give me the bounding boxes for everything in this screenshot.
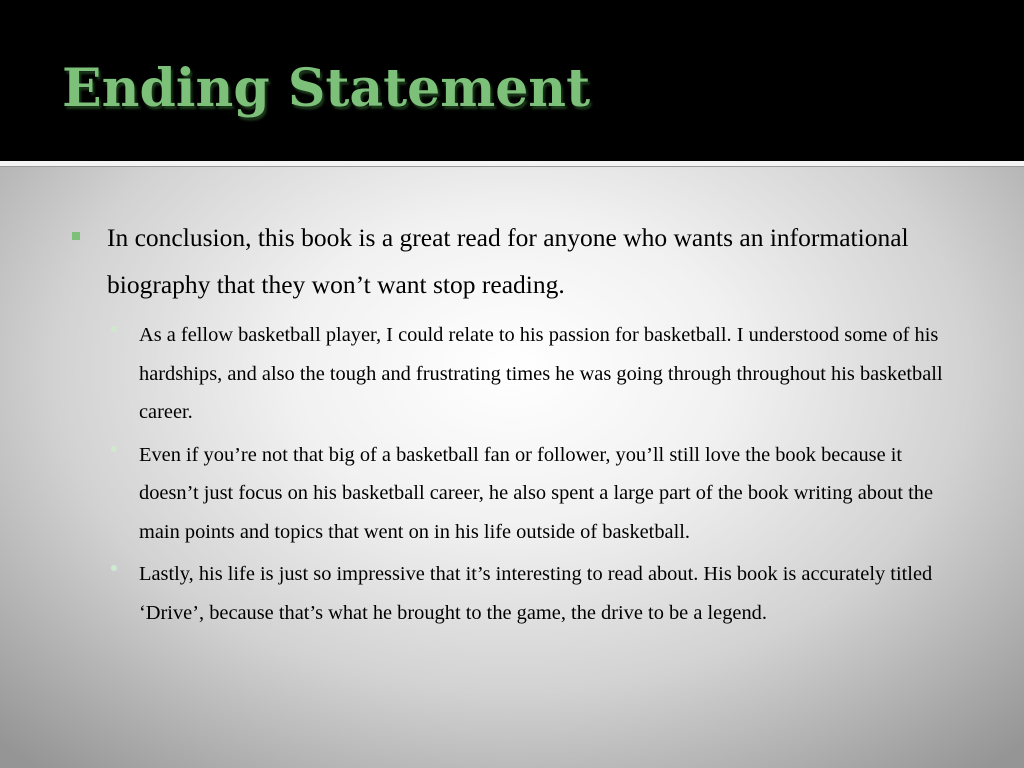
square-bullet-icon [72, 232, 80, 240]
dot-bullet-icon [111, 565, 117, 571]
title-bar [0, 0, 1024, 161]
sub-bullet [110, 555, 960, 632]
main-bullet-text: In conclusion, this book is a great read for anyone who wants an informational biography that they won’t want stop reading. [107, 223, 909, 299]
dot-bullet-icon [111, 326, 117, 332]
slide-title: Ending Statement [62, 58, 591, 119]
sub-bullet [110, 316, 960, 432]
sub-bullet-text: As a fellow basketball player, I could relate to his passion for basketball. I understood some of his hardships, and also the tough and frustrating times he was going through throughout his basketball career. [139, 324, 943, 423]
sub-bullet-text: Even if you’re not that big of a basketball fan or follower, you’ll still love the book because it doesn’t just focus on his basketball career, he also spent a large part of the book writing about the main points and topics that went on in his life outside of basketball. [139, 443, 934, 543]
dot-bullet-icon [111, 446, 117, 452]
main-bullet [70, 214, 960, 308]
slide-content [70, 214, 960, 636]
sub-bullet [110, 436, 960, 552]
title-divider [0, 161, 1024, 167]
sub-bullet-text: Lastly, his life is just so impressive that it’s interesting to read about. His book is accurately titled ‘Drive’, because that’s what he brought to the game, the drive to be a legend. [139, 563, 933, 624]
sub-bullet-list [70, 316, 960, 632]
